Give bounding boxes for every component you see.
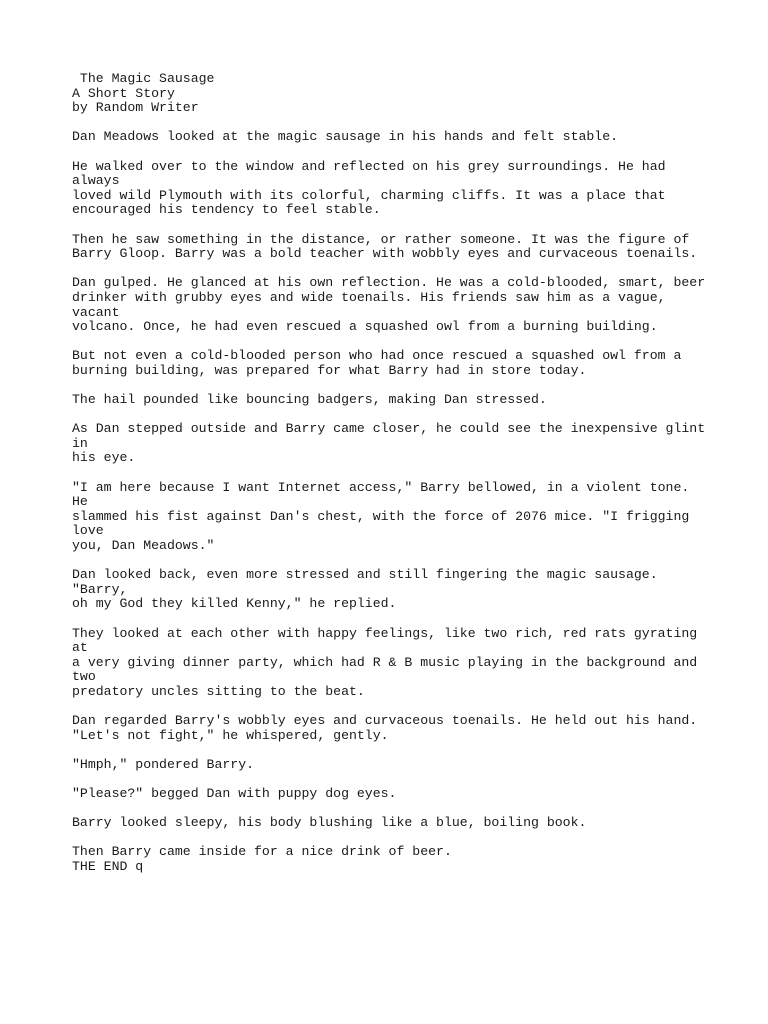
story-body [72,130,712,831]
paragraph: Barry looked sleepy, his body blushing like a blue, boiling book. [72,815,587,831]
paragraph: "I am here because I want Internet access," Barry bellowed, in a violent tone. He slammed his fist against Dan's chest, with the force of 2076 mice. "I frigging love you, Dan Meadows." [72,479,690,553]
story-header [72,72,712,116]
story-byline: by Random Writer [72,100,199,116]
paragraph: "Hmph," pondered Barry. [72,756,255,772]
story-title: The Magic Sausage [72,71,215,86]
paragraph: As Dan stepped outside and Barry came closer, he could see the inexpensive glint in his eye. [72,421,706,466]
end-marker: THE END q [72,859,144,875]
paragraph: Dan gulped. He glanced at his own reflection. He was a cold-blooded, smart, beer drinker with grubby eyes and wide toenails. His friends saw him as a vague, vacant volcano. Once, he had even rescued a squashed owl from a burning building. [72,275,706,335]
story-ending [72,845,712,874]
paragraph: Dan Meadows looked at the magic sausage in his hands and felt stable. [72,129,619,145]
paragraph: The hail pounded like bouncing badgers, making Dan stressed. [72,392,547,408]
closing-line: Then Barry came inside for a nice drink of beer. [72,844,452,860]
document-page [72,72,712,875]
paragraph: Dan regarded Barry's wobbly eyes and curvaceous toenails. He held out his hand. "Let's not fight," he whispered, gently. [72,713,698,743]
paragraph: But not even a cold-blooded person who had once rescued a squashed owl from a burning building, was prepared for what Barry had in store today. [72,348,682,378]
paragraph: They looked at each other with happy feelings, like two rich, red rats gyrating at a very giving dinner party, which had R & B music playing in the background and two predatory uncles sitting to the beat. [72,625,698,699]
paragraph: He walked over to the window and reflected on his grey surroundings. He had always loved wild Plymouth with its colorful, charming cliffs. It was a place that encouraged his tendency to feel stable. [72,158,666,218]
paragraph: Then he saw something in the distance, or rather someone. It was the figure of Barry Gloop. Barry was a bold teacher with wobbly eyes and curvaceous toenails. [72,231,698,262]
paragraph: Dan looked back, even more stressed and still fingering the magic sausage. "Barry, oh my God they killed Kenny," he replied. [72,567,658,612]
paragraph: "Please?" begged Dan with puppy dog eyes. [72,786,397,802]
story-subtitle: A Short Story [72,85,175,101]
